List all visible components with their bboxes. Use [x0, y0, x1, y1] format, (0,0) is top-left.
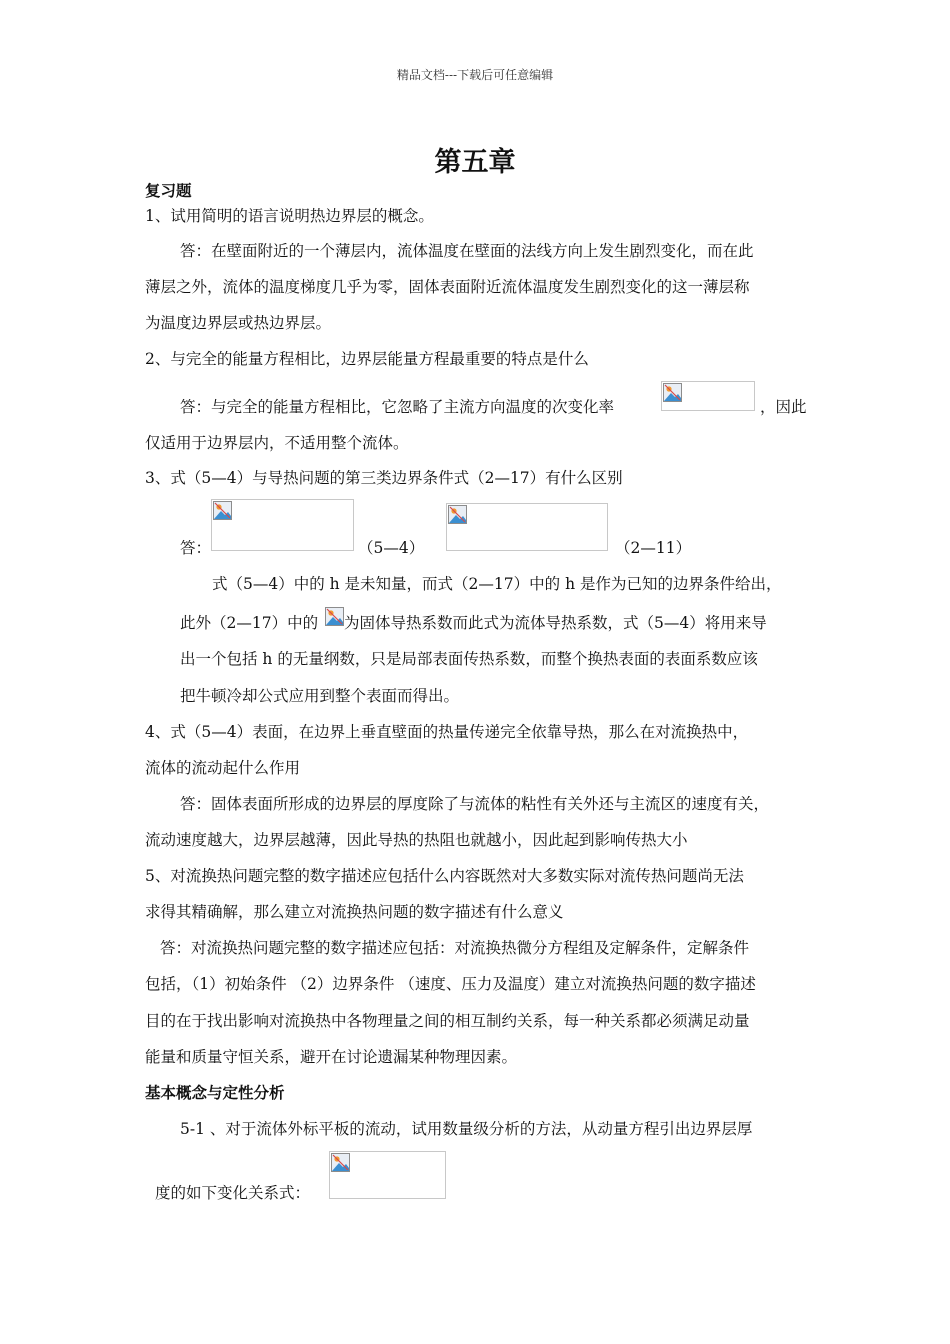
answer-3-line-2-part-a: 此外（2—17）中的: [180, 614, 319, 632]
question-5-line-2: 求得其精确解，那么建立对流换热问题的数字描述有什么意义: [145, 903, 564, 921]
answer-1-line-3: 为温度边界层或热边界层。: [145, 314, 332, 332]
question-4-line-2: 流体的流动起什么作用: [145, 759, 301, 777]
formula-image-placeholder: [211, 499, 354, 551]
question-4-line-1: 4、式（5—4）表面，在边界上垂直壁面的热量传递完全依靠导热，那么在对流换热中，: [145, 723, 749, 741]
broken-image-icon: [325, 607, 344, 626]
answer-5-line-3: 目的在于找出影响对流换热中各物理量之间的相互制约关系，每一种关系都必须满足动量: [145, 1012, 750, 1030]
answer-3-label: 答：: [180, 539, 212, 557]
broken-image-icon: [331, 1153, 350, 1172]
answer-4-line-1: 答：固体表面所形成的边界层的厚度除了与流体的粘性有关外还与主流区的速度有关，: [180, 795, 770, 813]
section-heading-concepts: 基本概念与定性分析: [145, 1083, 285, 1102]
question-3: 3、式（5—4）与导热问题的第三类边界条件式（2—17）有什么区别: [145, 469, 623, 487]
formula-image-placeholder: [661, 381, 755, 411]
problem-5-1-line-2: 度的如下变化关系式：: [155, 1184, 311, 1202]
formula-image-placeholder: [329, 1151, 446, 1199]
question-1: 1、试用简明的语言说明热边界层的概念。: [145, 207, 434, 225]
answer-3-line-3: 出一个包括 h 的无量纲数，只是局部表面传热系数，而整个换热表面的表面系数应该: [180, 650, 758, 668]
answer-3-line-4: 把牛顿冷却公式应用到整个表面而得出。: [180, 687, 460, 705]
formula-image-placeholder: [446, 503, 608, 551]
answer-5-line-4: 能量和质量守恒关系，避开在讨论遗漏某种物理因素。: [145, 1048, 518, 1066]
section-heading-review: 复习题: [145, 181, 192, 200]
equation-label-2-11: （2—11）: [615, 539, 692, 557]
answer-2-line-1-part-a: 答：与完全的能量方程相比，它忽略了主流方向温度的次变化率: [180, 398, 615, 416]
answer-5-line-2: 包括，（1）初始条件 （2）边界条件 （速度、压力及温度）建立对流换热问题的数字描述: [145, 975, 756, 993]
answer-1-line-1: 答：在壁面附近的一个薄层内，流体温度在壁面的法线方向上发生剧烈变化，而在此: [180, 242, 754, 260]
answer-2-line-1-part-b: ，因此: [760, 398, 807, 416]
answer-4-line-2: 流动速度越大，边界层越薄，因此导热的热阻也就越小，因此起到影响传热大小: [145, 831, 688, 849]
broken-image-icon: [213, 501, 232, 520]
page-header: 精品文档---下载后可任意编辑: [396, 68, 554, 82]
question-2: 2、与完全的能量方程相比，边界层能量方程最重要的特点是什么: [145, 350, 589, 368]
answer-2-line-2: 仅适用于边界层内，不适用整个流体。: [145, 434, 409, 452]
chapter-title: 第五章: [434, 147, 516, 178]
answer-3-line-1: 式（5—4）中的 h 是未知量，而式（2—17）中的 h 是作为已知的边界条件给出，: [212, 575, 782, 593]
question-5-line-1: 5、对流换热问题完整的数字描述应包括什么内容既然对大多数实际对流传热问题尚无法: [145, 867, 744, 885]
answer-5-line-1: 答：对流换热问题完整的数字描述应包括：对流换热微分方程组及定解条件，定解条件: [160, 939, 750, 957]
broken-image-icon: [448, 505, 467, 524]
answer-3-line-2-part-b: 为固体导热系数而此式为流体导热系数，式（5—4）将用来导: [344, 614, 767, 632]
problem-5-1-line-1: 5-1 、对于流体外标平板的流动，试用数量级分析的方法，从动量方程引出边界层厚: [180, 1120, 753, 1138]
broken-image-icon: [663, 383, 682, 402]
answer-1-line-2: 薄层之外，流体的温度梯度几乎为零，固体表面附近流体温度发生剧烈变化的这一薄层称: [145, 278, 750, 296]
equation-label-5-4: （5—4）: [358, 539, 425, 557]
symbol-image-placeholder: [324, 606, 344, 628]
